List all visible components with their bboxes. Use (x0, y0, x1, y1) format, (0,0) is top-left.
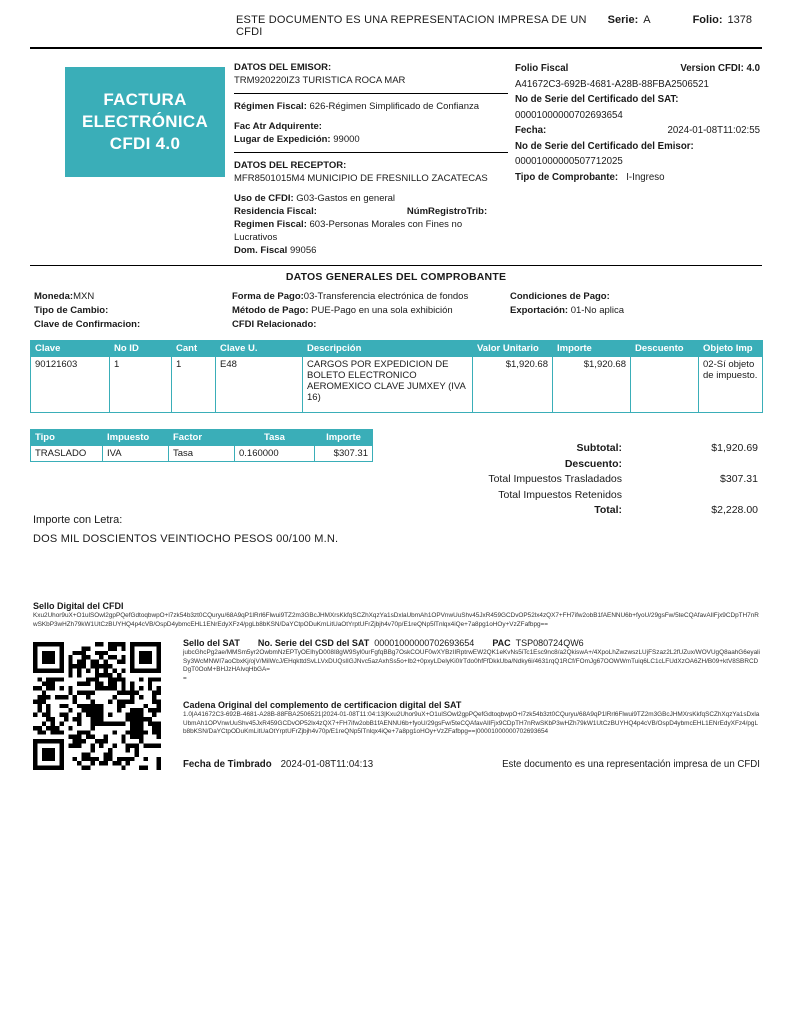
receptor-name: MFR8501015M4 MUNICIPIO DE FRESNILLO ZACATECAS (234, 173, 488, 184)
condiciones-pago-label: Condiciones de Pago: (510, 291, 610, 302)
col-tipo: Tipo (31, 430, 103, 446)
col-factor: Factor (169, 430, 235, 446)
dom-fiscal (234, 244, 508, 257)
forma-pago-value: 03-Transferencia electrónica de fondos (303, 291, 469, 302)
folio-fiscal-row (515, 61, 760, 77)
tax-header-row (31, 430, 373, 446)
moneda-row (34, 290, 232, 304)
emisor-name: TRM920220IZ3 TURISTICA ROCA MAR (234, 75, 406, 86)
cell-tasa: 0.160000 (235, 446, 315, 462)
cadena-value: 1.0|A41672C3-692B-4681-A28B-88FBA2506521|2024-01-08T11:04:13|Kxu2Uhor9uX+O1ulSOwl2gpPQefGdtoqbwpO+l7zk54b3zt0CQuryu/68A9qP1lRrl6Flwui9TZ2m3GBcJHMXrsKkfqSCZhXqzYa1sDxlaUbmAh1OPVnwUuShv45JxR459GCDvOP52lx4zQX7+FH7ifw2obB1fAENNU6b+fyoU/29gsFw/5teCQAfavAIlFjx9CDpTH7nRwSKbP3wHZh79kW1UtCzBUYHQ4p4cVB/OspD4ybmcEHL1ENrEdyXFz4/pgLb8bKSN/DaYCtpODuKmLitUaOtYrptUFrZjbjh4v70p/E1reQNp5lTnlqx4iQe+7a8pg1oHOy+VzZFafbpg==|00001000000702693654 (183, 711, 760, 735)
divider (234, 152, 508, 153)
residencia-fiscal-label: Residencia Fiscal: (234, 206, 317, 217)
subtotal-label: Subtotal: (576, 442, 622, 454)
serie-value: A (643, 14, 651, 26)
factura-brand-box (65, 67, 225, 177)
version-cfdi-label: Version CFDI: 4.0 (680, 63, 760, 74)
tax-and-totals (30, 429, 762, 526)
fiscal-column (515, 61, 762, 185)
sat-column (183, 638, 762, 770)
invoice-page (30, 8, 762, 770)
sello-sat-header (183, 638, 762, 648)
cfdi-relacionado-label: CFDI Relacionado: (232, 319, 317, 330)
items-table (30, 340, 763, 413)
cell-valor-unitario: $1,920.68 (473, 357, 553, 413)
cert-sat-label: No de Serie del Certificado del SAT: (515, 94, 679, 105)
seals-lower (33, 638, 762, 770)
cert-emisor-label: No de Serie del Certificado del Emisor: (515, 140, 694, 152)
header-rule (30, 47, 762, 49)
lugar-expedicion-value: 99000 (333, 134, 360, 145)
lugar-expedicion-label: Lugar de Expedición: (234, 134, 331, 145)
col-tax-importe: Importe (315, 430, 373, 446)
datos-generales-title: DATOS GENERALES DEL COMPROBANTE (285, 271, 507, 283)
tax-row (31, 446, 373, 462)
col-descripcion: Descripción (303, 341, 473, 357)
timbrado-label: Fecha de Timbrado (183, 758, 272, 770)
col-descuento: Descuento (631, 341, 699, 357)
subtotal-row (372, 441, 762, 457)
dom-fiscal-value: 99056 (289, 245, 317, 256)
divider (234, 93, 508, 94)
retenidos-label: Total Impuestos Retenidos (498, 488, 622, 501)
document-title: ESTE DOCUMENTO ES UNA REPRESENTACION IMPRESA DE UN CFDI (236, 14, 587, 38)
cell-descuento (631, 357, 699, 413)
cert-sat-value: 00001000000702693654 (515, 109, 623, 121)
residencia-fiscal (234, 205, 508, 218)
metodo-pago-label: Método de Pago: (232, 305, 309, 316)
datos-generales-col2 (232, 290, 510, 332)
col-cant: Cant (172, 341, 216, 357)
exportacion-row (510, 304, 762, 318)
section-rule (30, 265, 762, 266)
tipo-cambio-label: Tipo de Cambio: (34, 305, 109, 316)
receptor-title: DATOS DEL RECEPTOR: (234, 160, 347, 171)
tax-block (30, 429, 372, 526)
num-registro-trib-label: NúmRegistroTrib: (406, 206, 488, 217)
lugar-expedicion (234, 133, 508, 146)
total-value: $2,228.00 (711, 504, 758, 516)
importe-letra-label: Importe con Letra: (33, 514, 123, 526)
totals-block (372, 441, 762, 526)
col-impuesto: Impuesto (103, 430, 169, 446)
cell-clave: 90121603 (31, 357, 110, 413)
sello-sat-title: Sello del SAT (183, 638, 240, 648)
datos-generales-col3 (510, 290, 762, 332)
emisor-title: DATOS DEL EMISOR: (234, 62, 332, 73)
col-clave-u: Clave U. (216, 341, 303, 357)
timbrado-row (183, 759, 762, 770)
cell-impuesto: IVA (103, 446, 169, 462)
serie-label: Serie: (607, 14, 639, 26)
timbrado-note: Este documento es una representación impresa de un CFDI (502, 758, 760, 770)
brand-line-3: CFDI 4.0 (109, 134, 181, 154)
sello-cfdi-value: Kxu2Uhor9uX+O1ulSOwl2gpPQefGdtoqbwpO+l7zk54b3zt0CQuryu/68A9qP1lRrl6Flwui9TZ2m3GBcJHMXrsKkfqSCZhXqzYa1sDxlaUbmAh1OPVnwUuShv45JxR459GCDvOP52lx4zQX7+FH7ifw2obB1fAENNU6b+fyoU/29gsFw/5teCQAfavAIlFjx9CDpTH7nRwSKbP3wHZh79kW1UtCzBUYHQ4p4cVB/OspD4ybmcEHL1ENrEdyXFz4/pgLb8bKSN/DaYCtpODuKmLitUaOtYrptUFrZjbjh4v70p/E1reQNp5lTnlqx4iQe+7a8pg1oHOy+VzZFafbpg== (33, 612, 759, 628)
datos-generales-col1 (30, 290, 232, 332)
timbrado-value: 2024-01-08T11:04:13 (280, 758, 374, 770)
cell-clave-u: E48 (216, 357, 303, 413)
items-header-row (31, 341, 763, 357)
fecha-value: 2024-01-08T11:02:55 (667, 125, 760, 136)
col-objeto-imp: Objeto Imp (699, 341, 763, 357)
emisor-regimen (234, 100, 508, 113)
sello-sat-value: jubcGhcPg2ae/MMSm5yr2OwbmNzEPTyOEIhyD008I8gW9Syl0urFgfqBBg7OskCOUF0wXYBzIIRptrwEW2QK1eKvNs5iTc1Esc9nc8/a2QkiswA+/4XpoLhZwzwszLUjFSzaz2L2fUZux/WOVUgQ8aahG6eyaliSy3WcMNWI7aoCbxKj/ojV/MilWcJ/EHqkttdSvLLVxDUQslIGJNvc5azAxhSs5o+Ib2+0pxyLDelyKi0IrTdo0hfFfDkkUba/Ndky6i/4631rqQ1RCf/FOmJg67OOWWmTuiq6LC1cLFUdXzOA6ZH/B09+ktV8SBRCDDgT0OoM+BHJzHAIvqHbGA= (183, 649, 760, 673)
tax-table (30, 429, 373, 462)
metodo-pago-row (232, 304, 510, 318)
retenidos-row (372, 488, 762, 504)
seals-section (30, 601, 762, 770)
item-row (31, 357, 763, 413)
col-tasa: Tasa (235, 430, 315, 446)
cell-tax-importe: $307.31 (315, 446, 373, 462)
forma-pago-row (232, 290, 510, 304)
document-header (30, 8, 762, 47)
metodo-pago-value: PUE-Pago en una sola exhibición (311, 305, 453, 316)
cell-no-id: 1 (110, 357, 172, 413)
receptor-regimen-label: Regimen Fiscal: (234, 219, 307, 230)
tipo-comprobante-label: Tipo de Comprobante: (515, 171, 619, 183)
cell-importe: $1,920.68 (553, 357, 631, 413)
qr-code (33, 642, 161, 770)
col-importe: Importe (553, 341, 631, 357)
col-valor-unitario: Valor Unitario (473, 341, 553, 357)
cell-tipo: TRASLADO (31, 446, 103, 462)
cell-factor: Tasa (169, 446, 235, 462)
sello-sat-pad: = (183, 674, 187, 682)
receptor-regimen-value: 603-Personas Morales con Fines no Lucrativos (234, 219, 463, 243)
retenidos-value (622, 488, 762, 504)
col-clave: Clave (31, 341, 110, 357)
tipo-comprobante-row (515, 170, 760, 186)
cell-objeto-imp: 02-Sí objeto de impuesto. (699, 357, 763, 413)
folio-value: 1378 (727, 14, 752, 26)
csd-label: No. Serie del CSD del SAT (257, 638, 370, 648)
emisor-receptor-column (234, 61, 508, 257)
datos-generales-grid (30, 290, 762, 332)
descuento-row (372, 457, 762, 473)
folio-label: Folio: (692, 14, 723, 26)
qr-column (33, 638, 161, 770)
fecha-label: Fecha: (515, 125, 547, 136)
importe-letra-value: DOS MIL DOSCIENTOS VEINTIOCHO PESOS 00/100 M.N. (33, 533, 339, 545)
tipo-comprobante-value: I-Ingreso (626, 171, 665, 183)
folio-fiscal-label: Folio Fiscal (515, 63, 569, 74)
moneda-value: MXN (73, 291, 95, 302)
forma-pago-label: Forma de Pago: (232, 291, 304, 302)
subtotal-value: $1,920.69 (711, 442, 758, 454)
fac-atr-label: Fac Atr Adquirente: (234, 121, 322, 132)
uso-cfdi-value: G03-Gastos en general (296, 193, 396, 204)
brand-line-2: ELECTRÓNICA (81, 111, 209, 131)
pac-value: TSP080724QW6 (515, 638, 584, 648)
top-section (30, 55, 762, 257)
trasladados-row (372, 472, 762, 488)
uso-cfdi-label: Uso de CFDI: (234, 193, 294, 204)
descuento-value (622, 457, 762, 473)
exportacion-value: 01-No aplica (570, 305, 625, 316)
cell-cant: 1 (172, 357, 216, 413)
cell-descripcion: CARGOS POR EXPEDICION DE BOLETO ELECTRONICO AEROMEXICO CLAVE JUMXEY (IVA 16) (303, 357, 473, 413)
total-label: Total: (594, 504, 622, 516)
csd-value: 00001000000702693654 (374, 638, 475, 648)
clave-confirmacion-label: Clave de Confirmacion: (34, 319, 141, 330)
regimen-fiscal-value: 626-Régimen Simplificado de Confianza (309, 101, 480, 112)
sello-cfdi-title: Sello Digital del CFDI (33, 601, 124, 611)
dom-fiscal-label: Dom. Fiscal (234, 245, 288, 256)
fecha-row (515, 123, 760, 139)
descuento-label: Descuento: (564, 457, 622, 470)
cadena-title: Cadena Original del complemento de certificacion digital del SAT (183, 700, 462, 710)
trasladados-label: Total Impuestos Trasladados (488, 473, 622, 485)
col-no-id: No ID (110, 341, 172, 357)
moneda-label: Moneda: (34, 291, 74, 302)
exportacion-label: Exportación: (510, 305, 569, 316)
brand-line-1: FACTURA (103, 89, 187, 109)
pac-label: PAC (492, 638, 511, 648)
receptor-regimen (234, 218, 508, 244)
folio-fiscal-value: A41672C3-692B-4681-A28B-88FBA2506521 (515, 78, 709, 90)
regimen-fiscal-label: Régimen Fiscal: (234, 101, 307, 112)
trasladados-value: $307.31 (720, 473, 758, 485)
cert-emisor-value: 00001000000507712025 (515, 156, 623, 167)
total-row (372, 503, 762, 519)
uso-cfdi (234, 192, 508, 205)
